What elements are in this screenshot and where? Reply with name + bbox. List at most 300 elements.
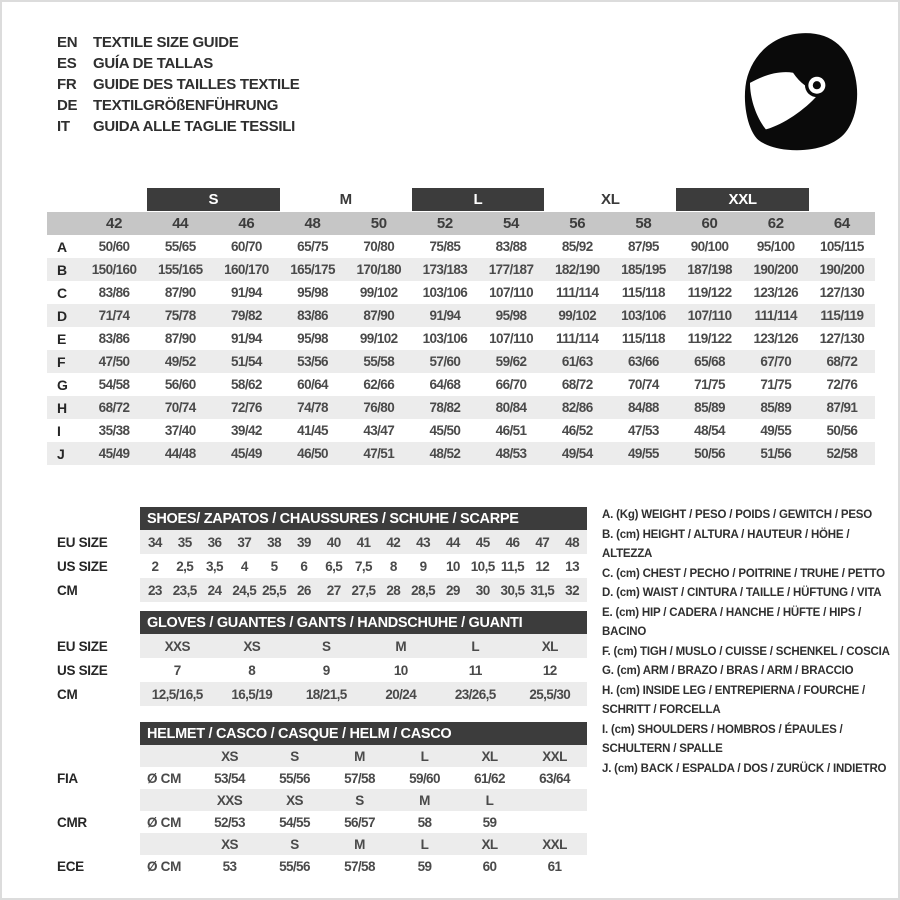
gloves-row <box>57 682 587 706</box>
shoes-value: 47 <box>527 530 557 554</box>
shoes-value: 31,5 <box>527 578 557 602</box>
shoes-value: 37 <box>229 530 259 554</box>
size-group-xl: XL <box>601 191 620 208</box>
measurement-value: 83/86 <box>297 308 328 323</box>
measurement-value: 107/110 <box>489 331 533 346</box>
measurement-value: 75/85 <box>429 239 461 254</box>
measurement-value: 95/100 <box>756 239 795 254</box>
measurement-row-h <box>47 396 875 419</box>
measurement-value: 65/75 <box>297 239 328 254</box>
row-label: US SIZE <box>57 662 108 678</box>
gloves-value: M <box>364 634 439 658</box>
gloves-value: 10 <box>393 662 408 678</box>
measurement-value: 85/89 <box>760 400 792 415</box>
diameter-unit: Ø CM <box>147 858 182 874</box>
measurement-value: 127/130 <box>819 331 865 346</box>
row-label: EU SIZE <box>57 534 108 550</box>
row-label: A <box>57 238 67 255</box>
helmet-row <box>57 789 587 811</box>
measurement-value: 48/54 <box>694 423 725 438</box>
measurement-value: 46/50 <box>297 446 328 461</box>
helmet-value: S <box>327 789 392 811</box>
shoes-value: 4 <box>240 558 248 574</box>
measurement-value: 64/68 <box>429 377 461 392</box>
measurement-value: 65/68 <box>694 354 725 369</box>
helmet-value: S <box>262 833 327 855</box>
helmet-row <box>57 811 587 833</box>
helmet-value: 61 <box>547 858 562 874</box>
language-code: ES <box>57 55 77 72</box>
measurement-value: 87/90 <box>164 285 196 300</box>
helmet-value: XXS <box>197 789 262 811</box>
helmet-value: 59 <box>482 814 497 830</box>
measurement-value: 170/180 <box>356 262 402 277</box>
shoes-value: 8 <box>389 558 397 574</box>
shoes-value: 40 <box>319 530 349 554</box>
measurement-value: 115/118 <box>621 331 665 346</box>
measurement-value: 190/200 <box>753 262 799 277</box>
helmet-row <box>57 833 587 855</box>
gloves-value: XXS <box>140 634 215 658</box>
measurement-value: 111/114 <box>754 308 797 323</box>
measurement-value: 71/75 <box>694 377 725 392</box>
measurement-value: 87/90 <box>363 308 395 323</box>
gloves-value: 23/26,5 <box>438 682 513 706</box>
language-row <box>57 116 299 137</box>
legend-item: C. (cm) CHEST / PECHO / POITRINE / TRUHE / PETTO <box>602 567 885 580</box>
shoes-value: 6,5 <box>325 558 343 574</box>
measurement-value: 43/47 <box>363 423 395 438</box>
shoes-value: 13 <box>565 558 579 574</box>
measurement-value: 84/88 <box>628 400 659 415</box>
measurement-value: 87/91 <box>826 400 858 415</box>
measurement-value: 83/88 <box>495 239 527 254</box>
legend-item: F. (cm) TIGH / MUSLO / CUISSE / SCHENKEL / COSCIA <box>602 645 890 658</box>
language-code: EN <box>57 34 78 51</box>
shoes-value: 45 <box>468 530 498 554</box>
shoes-value: 2,5 <box>176 558 194 574</box>
measurement-value: 49/55 <box>628 446 659 461</box>
row-label: EU SIZE <box>57 638 108 654</box>
shoes-value: 5 <box>270 558 278 574</box>
measurement-value: 37/40 <box>164 423 196 438</box>
gloves-table <box>57 611 587 706</box>
measurement-value: 99/102 <box>359 331 398 346</box>
size-number: 58 <box>635 215 652 232</box>
shoes-value: 30,5 <box>498 578 528 602</box>
measurement-value: 91/94 <box>231 285 262 300</box>
measurement-value: 47/50 <box>98 354 130 369</box>
measurement-value: 49/54 <box>561 446 593 461</box>
helmet-value: XS <box>197 745 262 767</box>
helmet-value: M <box>392 789 457 811</box>
gloves-value: 20/24 <box>364 682 439 706</box>
size-number: 52 <box>436 215 453 232</box>
gloves-table-title: GLOVES / GUANTES / GANTS / HANDSCHUHE / GUANTI <box>140 611 587 634</box>
size-group-xxl: XXL <box>676 188 808 211</box>
helmet-value: 53 <box>222 858 237 874</box>
measurement-value: 72/76 <box>826 377 858 392</box>
helmet-value: S <box>262 745 327 767</box>
language-label: GUIDE DES TAILLES TEXTILE <box>93 76 300 93</box>
measurement-row-e <box>47 327 875 350</box>
measurement-value: 91/94 <box>429 308 461 323</box>
measurement-value: 103/106 <box>422 285 468 300</box>
language-label: TEXTILE SIZE GUIDE <box>93 34 239 51</box>
measurement-value: 127/130 <box>819 285 865 300</box>
measurement-value: 50/56 <box>694 446 725 461</box>
diameter-unit <box>140 789 197 811</box>
shoes-value: 23 <box>140 578 170 602</box>
measurement-value: 44/48 <box>164 446 196 461</box>
shoes-value: 27,5 <box>349 578 379 602</box>
shoes-value: 24 <box>200 578 230 602</box>
measurement-value: 99/102 <box>359 285 398 300</box>
gloves-value: S <box>289 634 364 658</box>
helmet-value: XXL <box>522 833 587 855</box>
language-label: TEXTILGRÖßENFÜHRUNG <box>93 97 279 114</box>
row-label: H <box>57 399 67 416</box>
row-label: B <box>57 261 67 278</box>
racing-helmet-icon <box>730 24 872 160</box>
size-number: 50 <box>370 215 387 232</box>
size-number-row <box>47 212 875 235</box>
diameter-unit: Ø CM <box>147 814 182 830</box>
language-row <box>57 53 299 74</box>
measurement-value: 160/170 <box>224 262 269 277</box>
row-label: J <box>57 445 65 462</box>
measurement-row-j <box>47 442 875 465</box>
shoes-value: 42 <box>378 530 408 554</box>
legend-item: J. (cm) BACK / ESPALDA / DOS / ZURÜCK / INDIETRO <box>602 762 887 775</box>
measurement-value: 103/106 <box>422 331 468 346</box>
row-label: CM <box>57 686 78 702</box>
measurement-value: 48/52 <box>429 446 461 461</box>
measurement-value: 111/114 <box>556 331 599 346</box>
textile-size-table <box>47 188 875 465</box>
legend-item: B. (cm) HEIGHT / ALTURA / HAUTEUR / HÖHE / ALTEZZA <box>602 528 850 560</box>
measurement-value: 53/56 <box>297 354 328 369</box>
diameter-unit <box>140 833 197 855</box>
shoes-value: 27 <box>319 578 349 602</box>
shoes-value: 10 <box>445 558 460 574</box>
gloves-row <box>57 634 587 658</box>
language-code: DE <box>57 97 78 114</box>
measurement-value: 45/50 <box>429 423 461 438</box>
gloves-value: 12,5/16,5 <box>140 682 215 706</box>
measurement-value: 80/84 <box>495 400 527 415</box>
measurement-value: 105/115 <box>819 239 864 254</box>
helmet-value: 63/64 <box>539 770 570 786</box>
measurement-value: 83/86 <box>98 285 130 300</box>
measurement-value: 61/63 <box>561 354 593 369</box>
shoes-value: 28 <box>378 578 408 602</box>
gloves-value: XL <box>513 634 588 658</box>
language-list <box>57 32 299 137</box>
measurement-value: 74/78 <box>297 400 328 415</box>
legend-item: G. (cm) ARM / BRAZO / BRAS / ARM / BRACCIO <box>602 665 854 677</box>
measurement-value: 99/102 <box>558 308 597 323</box>
shoes-value: 35 <box>170 530 200 554</box>
measurement-legend <box>602 506 892 779</box>
size-number: 54 <box>503 215 520 232</box>
row-label: CMR <box>57 814 87 830</box>
gloves-value: 9 <box>322 662 330 678</box>
legend-item: I. (cm) SHOULDERS / HOMBROS / ÉPAULES / SCHULTERN / SPALLE <box>602 723 843 755</box>
row-label: CM <box>57 582 78 598</box>
measurement-value: 123/126 <box>753 331 799 346</box>
measurement-value: 57/60 <box>429 354 461 369</box>
measurement-value: 70/80 <box>363 239 395 254</box>
diameter-unit <box>140 745 197 767</box>
measurement-rows <box>47 235 875 465</box>
helmet-value: 57/58 <box>344 858 375 874</box>
diameter-unit: Ø CM <box>147 770 182 786</box>
measurement-value: 46/52 <box>561 423 593 438</box>
measurement-value: 60/64 <box>297 377 328 392</box>
measurement-value: 182/190 <box>554 262 600 277</box>
shoes-value: 7,5 <box>355 558 372 574</box>
measurement-value: 52/58 <box>826 446 858 461</box>
gloves-value: 16,5/19 <box>215 682 290 706</box>
measurement-value: 150/160 <box>91 262 137 277</box>
shoes-value: 32 <box>557 578 587 602</box>
shoes-table-title: SHOES/ ZAPATOS / CHAUSSURES / SCHUHE / SCARPE <box>140 507 587 530</box>
helmet-value: L <box>392 833 457 855</box>
measurement-value: 91/94 <box>231 331 262 346</box>
gloves-value: 11 <box>468 662 482 678</box>
measurement-value: 83/86 <box>98 331 130 346</box>
measurement-value: 66/70 <box>495 377 527 392</box>
shoes-value: 41 <box>349 530 379 554</box>
shoes-value: 46 <box>498 530 528 554</box>
measurement-row-d <box>47 304 875 327</box>
measurement-value: 58/62 <box>231 377 262 392</box>
measurement-value: 115/119 <box>820 308 864 323</box>
measurement-value: 103/106 <box>621 308 666 323</box>
shoes-value: 3,5 <box>206 558 223 574</box>
measurement-value: 95/98 <box>297 285 328 300</box>
helmet-value: 57/58 <box>344 770 375 786</box>
measurement-value: 45/49 <box>98 446 130 461</box>
measurement-value: 90/100 <box>690 239 729 254</box>
shoes-value: 30 <box>468 578 498 602</box>
shoes-row <box>57 578 587 602</box>
measurement-value: 55/58 <box>363 354 395 369</box>
helmet-row <box>57 745 587 767</box>
size-group-l: L <box>412 188 544 211</box>
measurement-value: 190/200 <box>819 262 865 277</box>
measurement-value: 95/98 <box>297 331 328 346</box>
helmet-value: 55/56 <box>279 858 310 874</box>
helmet-value: 55/56 <box>279 770 310 786</box>
gloves-value: 18/21,5 <box>289 682 364 706</box>
shoes-value: 44 <box>438 530 468 554</box>
measurement-value: 82/86 <box>561 400 593 415</box>
shoes-value: 9 <box>419 558 427 574</box>
helmet-value: M <box>327 833 392 855</box>
helmet-table <box>57 722 587 877</box>
shoes-row <box>57 554 587 578</box>
measurement-value: 107/110 <box>489 285 533 300</box>
row-label: C <box>57 284 67 301</box>
measurement-value: 35/38 <box>98 423 130 438</box>
legend-item: E. (cm) HIP / CADERA / HANCHE / HÜFTE / HIPS / BACINO <box>602 606 862 638</box>
shoes-row <box>57 530 587 554</box>
gloves-value: 25,5/30 <box>513 682 588 706</box>
helmet-value <box>522 811 587 833</box>
shoes-value: 24,5 <box>229 578 259 602</box>
row-label: G <box>57 376 68 393</box>
language-row <box>57 32 299 53</box>
measurement-value: 177/187 <box>488 262 534 277</box>
gloves-rows <box>57 634 587 706</box>
shoes-value: 38 <box>259 530 289 554</box>
size-number: 56 <box>569 215 586 232</box>
gloves-value: 8 <box>248 662 256 678</box>
measurement-value: 70/74 <box>628 377 659 392</box>
helmet-value: M <box>327 745 392 767</box>
measurement-row-i <box>47 419 875 442</box>
shoes-value: 43 <box>408 530 438 554</box>
size-number: 60 <box>701 215 718 232</box>
measurement-value: 45/49 <box>231 446 262 461</box>
measurement-row-f <box>47 350 875 373</box>
helmet-value: XXL <box>522 745 587 767</box>
row-label: F <box>57 353 66 370</box>
measurement-value: 85/92 <box>561 239 593 254</box>
gloves-row <box>57 658 587 682</box>
row-label: D <box>57 307 67 324</box>
helmet-value: 61/62 <box>474 770 505 786</box>
measurement-value: 123/126 <box>753 285 799 300</box>
shoes-value: 23,5 <box>170 578 200 602</box>
measurement-value: 49/52 <box>164 354 196 369</box>
shoes-value: 10,5 <box>470 558 495 574</box>
gloves-value: 7 <box>173 662 181 678</box>
measurement-value: 155/165 <box>157 262 203 277</box>
measurement-value: 48/53 <box>495 446 527 461</box>
measurement-value: 71/75 <box>760 377 792 392</box>
measurement-row-g <box>47 373 875 396</box>
size-number: 48 <box>304 215 321 232</box>
shoes-value: 29 <box>438 578 468 602</box>
shoes-value: 11,5 <box>500 558 525 574</box>
measurement-value: 115/118 <box>621 285 665 300</box>
measurement-value: 75/78 <box>164 308 196 323</box>
measurement-value: 95/98 <box>495 308 527 323</box>
measurement-value: 165/175 <box>290 262 335 277</box>
measurement-row-c <box>47 281 875 304</box>
size-number: 62 <box>767 215 784 232</box>
measurement-value: 71/74 <box>98 308 130 323</box>
language-code: FR <box>57 76 77 93</box>
measurement-value: 41/45 <box>297 423 328 438</box>
row-label: FIA <box>57 770 78 786</box>
shoes-table <box>57 507 587 602</box>
measurement-value: 76/80 <box>363 400 395 415</box>
helmet-value: XS <box>262 789 327 811</box>
gloves-value: XS <box>215 634 290 658</box>
helmet-value: L <box>392 745 457 767</box>
helmet-value: 60 <box>482 858 497 874</box>
measurement-row-a <box>47 235 875 258</box>
measurement-value: 39/42 <box>231 423 262 438</box>
helmet-row <box>57 855 587 877</box>
helmet-value: L <box>457 789 522 811</box>
measurement-value: 85/89 <box>694 400 725 415</box>
measurement-value: 72/76 <box>231 400 262 415</box>
helmet-table-title: HELMET / CASCO / CASQUE / HELM / CASCO <box>140 722 587 745</box>
size-number: 44 <box>172 215 189 232</box>
gloves-value: L <box>438 634 513 658</box>
row-label: US SIZE <box>57 558 108 574</box>
size-number: 46 <box>238 215 255 232</box>
measurement-value: 87/90 <box>164 331 196 346</box>
shoes-rows <box>57 530 587 602</box>
measurement-value: 187/198 <box>687 262 732 277</box>
language-label: GUÍA DE TALLAS <box>93 55 213 72</box>
measurement-value: 51/54 <box>231 354 262 369</box>
helmet-value <box>522 789 587 811</box>
shoes-value: 48 <box>557 530 587 554</box>
language-code: IT <box>57 118 70 135</box>
measurement-value: 59/62 <box>495 354 527 369</box>
measurement-value: 68/72 <box>561 377 593 392</box>
legend-item: D. (cm) WAIST / CINTURA / TAILLE / HÜFTUNG / VITA <box>602 587 882 599</box>
helmet-rows <box>57 745 587 877</box>
measurement-value: 78/82 <box>429 400 461 415</box>
measurement-value: 111/114 <box>556 285 599 300</box>
helmet-value: 59 <box>417 858 432 874</box>
shoes-value: 36 <box>200 530 230 554</box>
measurement-value: 185/195 <box>621 262 666 277</box>
helmet-value: XL <box>457 745 522 767</box>
measurement-value: 79/82 <box>231 308 262 323</box>
legend-item: A. (Kg) WEIGHT / PESO / POIDS / GEWITCH / PESO <box>602 509 873 521</box>
helmet-value: XL <box>457 833 522 855</box>
measurement-value: 50/60 <box>98 239 130 254</box>
measurement-value: 60/70 <box>231 239 262 254</box>
measurement-row-b <box>47 258 875 281</box>
helmet-value: XS <box>197 833 262 855</box>
language-row <box>57 95 299 116</box>
language-row <box>57 74 299 95</box>
shoes-value: 39 <box>289 530 319 554</box>
size-group-s: S <box>147 188 279 211</box>
measurement-value: 51/56 <box>760 446 792 461</box>
row-label: I <box>57 422 61 439</box>
shoes-value: 34 <box>140 530 170 554</box>
helmet-value: 59/60 <box>409 770 440 786</box>
row-label: ECE <box>57 858 84 874</box>
helmet-value: 58 <box>417 814 432 830</box>
shoes-value: 25,5 <box>259 578 289 602</box>
measurement-value: 119/122 <box>687 331 732 346</box>
legend-item: H. (cm) INSIDE LEG / ENTREPIERNA / FOURCHE / SCHRITT / FORCELLA <box>602 684 865 716</box>
size-number: 64 <box>833 215 850 232</box>
shoes-value: 2 <box>151 558 159 574</box>
measurement-value: 67/70 <box>760 354 792 369</box>
measurement-value: 47/51 <box>363 446 395 461</box>
size-group-m: M <box>339 191 352 208</box>
measurement-value: 107/110 <box>687 308 732 323</box>
measurement-value: 68/72 <box>98 400 130 415</box>
measurement-value: 173/183 <box>422 262 468 277</box>
measurement-value: 46/51 <box>495 423 527 438</box>
measurement-value: 55/65 <box>164 239 196 254</box>
helmet-value: 53/54 <box>214 770 245 786</box>
